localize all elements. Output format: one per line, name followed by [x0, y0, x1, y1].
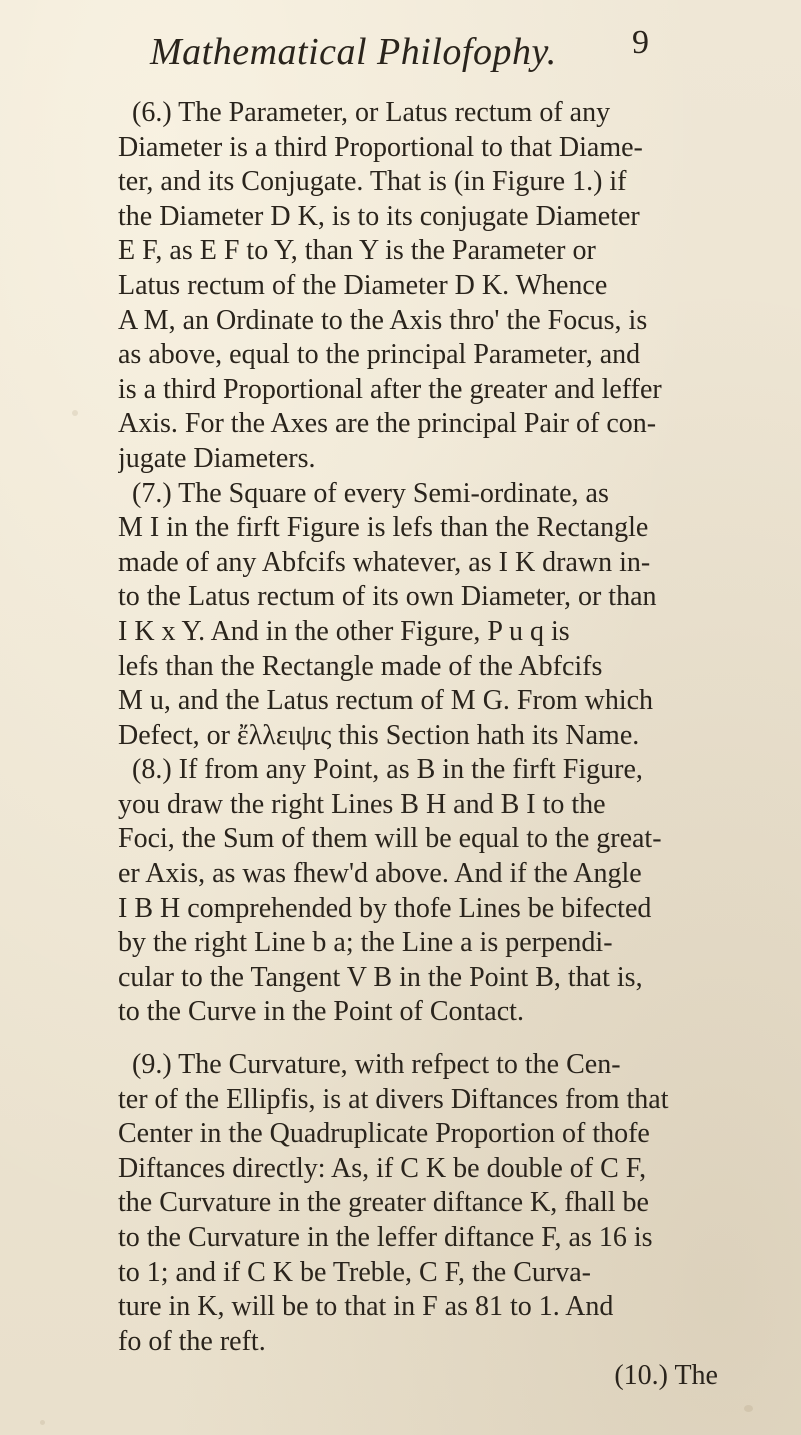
text-line: the Curvature in the greater diftance K, fhall be — [118, 1187, 649, 1219]
text-line: Foci, the Sum of them will be equal to the great- — [118, 823, 662, 855]
text-line: M u, and the Latus rectum of M G. From which — [118, 685, 654, 717]
text-line: made of any Abfcifs whatever, as I K drawn in- — [118, 546, 651, 578]
text-line: to 1; and if C K be Treble, C F, the Curva- — [118, 1256, 591, 1288]
text-line: (8.) If from any Point, as B in the firft Figure, — [132, 754, 643, 786]
text-line: I K x Y. And in the other Figure, P u q is — [118, 615, 570, 647]
text-line: ter of the Ellipfis, is at divers Diftances from that — [118, 1083, 669, 1115]
text-line: jugate Diameters. — [118, 442, 316, 474]
text-line: I B H comprehended by thofe Lines be bifected — [118, 892, 652, 924]
text-line: A M, an Ordinate to the Axis thro' the Focus, is — [118, 304, 648, 336]
text-line: you draw the right Lines B H and B I to the — [118, 788, 606, 820]
text-line: (7.) The Square of every Semi-ordinate, as — [132, 477, 609, 509]
text-line: to the Curvature in the leffer diftance F, as 16 is — [118, 1222, 653, 1253]
text-line: E F, as E F to Y, than Y is the Parameter or — [118, 235, 596, 267]
text-line: M I in the firft Figure is lefs than the Rectangle — [118, 512, 649, 544]
text-line: Defect, or ἔλλειψις this Section hath its Name. — [118, 719, 640, 751]
text-line: is a third Proportional after the greater and leffer — [118, 373, 662, 405]
body-text — [118, 96, 778, 1394]
foxing-spot — [744, 1405, 753, 1412]
text-line: ter, and its Conjugate. That is (in Figure 1.) if — [118, 166, 627, 198]
catchword: (10.) The — [614, 1360, 718, 1392]
text-line: lefs than the Rectangle made of the Abfcifs — [118, 650, 603, 682]
text-line: Center in the Quadruplicate Proportion of thofe — [118, 1118, 650, 1150]
text-line: (6.) The Parameter, or Latus rectum of any — [132, 97, 611, 128]
text-line: ture in K, will be to that in F as 81 to 1. And — [118, 1291, 614, 1323]
text-line: as above, equal to the principal Parameter, and — [118, 339, 641, 371]
running-head: Mathematical Philofophy. — [150, 31, 557, 73]
text-line: er Axis, as was fhew'd above. And if the Angle — [118, 858, 642, 890]
text-line: the Diameter D K, is to its conjugate Diameter — [118, 200, 640, 232]
text-line: to the Latus rectum of its own Diameter, or than — [118, 581, 657, 613]
text-line: fo of the reft. — [118, 1325, 266, 1357]
text-line: Axis. For the Axes are the principal Pair of con- — [118, 408, 657, 440]
text-line: (9.) The Curvature, with refpect to the Cen- — [132, 1049, 621, 1081]
text-line: to the Curve in the Point of Contact. — [118, 996, 524, 1028]
foxing-spot — [40, 1420, 45, 1425]
page-number: 9 — [632, 24, 649, 61]
text-line: by the right Line b a; the Line a is perpendi- — [118, 927, 613, 959]
text-line: Diameter is a third Proportional to that Diame- — [118, 131, 643, 163]
text-line: Diftances directly: As, if C K be double of C F, — [118, 1152, 647, 1184]
page-header — [0, 14, 801, 84]
text-line: cular to the Tangent V B in the Point B, that is, — [118, 961, 643, 993]
foxing-spot — [72, 410, 78, 416]
text-line: Latus rectum of the Diameter D K. Whence — [118, 269, 608, 301]
